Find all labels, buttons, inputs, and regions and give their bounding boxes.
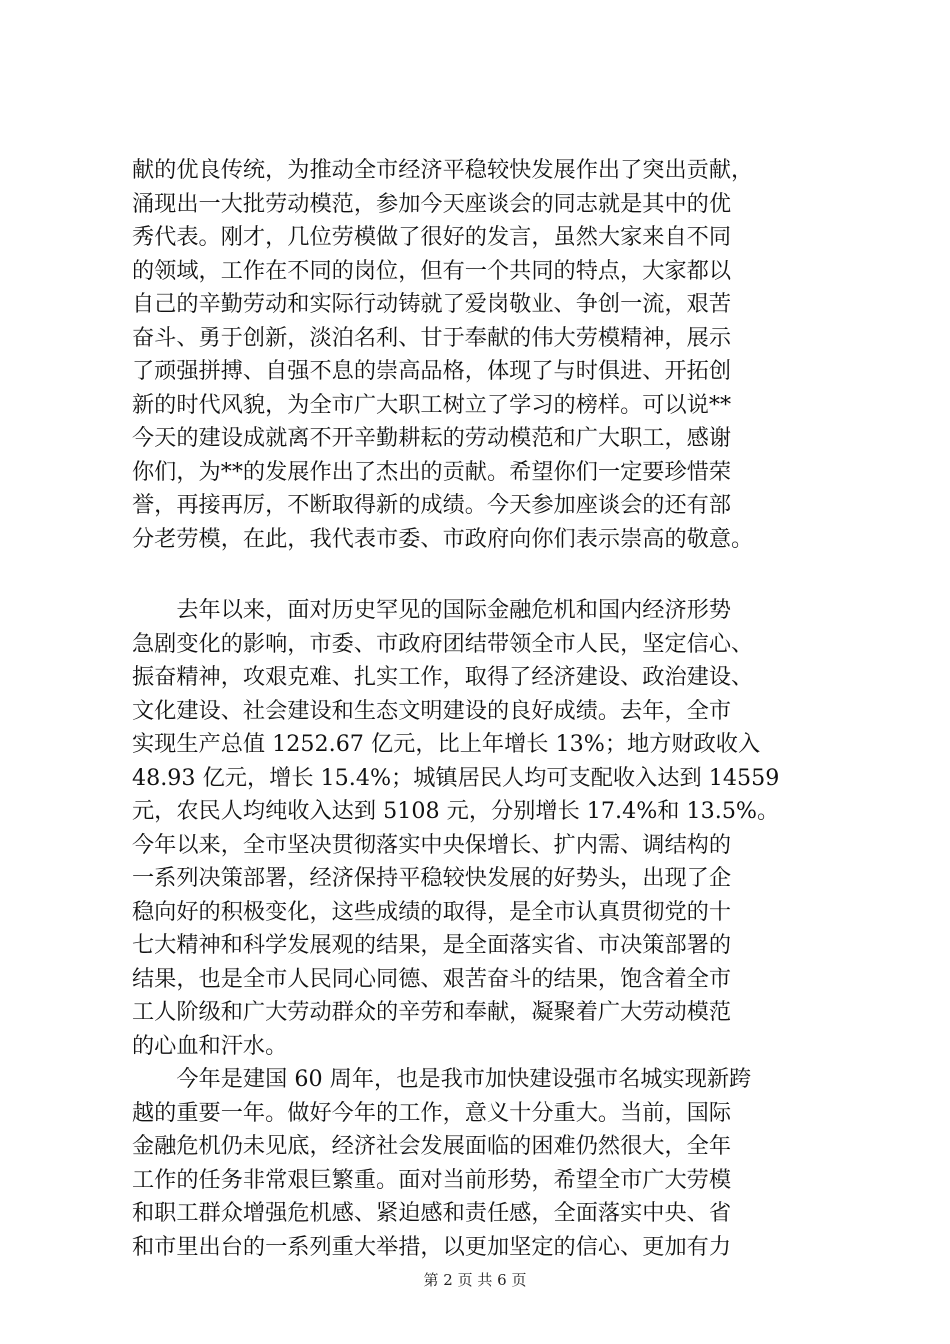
text-line: 誉，再接再厉，不断取得新的成绩。今天参加座谈会的还有部 bbox=[132, 492, 732, 518]
paragraph-3 bbox=[132, 1063, 832, 1264]
text-line: 一系列决策部署，经济保持平稳较快发展的好势头，出现了企 bbox=[132, 865, 732, 891]
text-line: 自己的辛勤劳动和实际行动铸就了爱岗敬业、争创一流，艰苦 bbox=[132, 291, 732, 317]
text-line: 和职工群众增强危机感、紧迫感和责任感，全面落实中央、省 bbox=[132, 1200, 732, 1226]
text-line: 秀代表。刚才，几位劳模做了很好的发言，虽然大家来自不同 bbox=[132, 224, 732, 250]
text-line: 48.93 亿元，增长 15.4%；城镇居民人均可支配收入达到 14559 bbox=[132, 764, 780, 791]
text-line: 七大精神和科学发展观的结果，是全面落实省、市决策部署的 bbox=[132, 932, 732, 958]
text-line: 结果，也是全市人民同心同德、艰苦奋斗的结果，饱含着全市 bbox=[132, 965, 732, 992]
paragraph-2 bbox=[132, 594, 832, 1063]
text-line: 和市里出台的一系列重大举措，以更加坚定的信心、更加有力 bbox=[132, 1233, 732, 1260]
text-line: 越的重要一年。做好今年的工作，意义十分重大。当前，国际 bbox=[132, 1099, 732, 1126]
text-line: 今年是建国 60 周年，也是我市加快建设强市名城实现新跨 bbox=[132, 1066, 752, 1092]
text-line: 金融危机仍未见底，经济社会发展面临的困难仍然很大，全年 bbox=[132, 1133, 732, 1159]
text-line: 工人阶级和广大劳动群众的辛劳和奉献，凝聚着广大劳动模范 bbox=[132, 999, 732, 1025]
text-line: 的领域，工作在不同的岗位，但有一个共同的特点，大家都以 bbox=[132, 257, 732, 284]
text-line: 振奋精神，攻艰克难、扎实工作，取得了经济建设、政治建设、 bbox=[132, 664, 754, 690]
text-line: 文化建设、社会建设和生态文明建设的良好成绩。去年，全市 bbox=[132, 697, 732, 724]
text-line: 了顽强拼搏、自强不息的崇高品格，体现了与时俱进、开拓创 bbox=[132, 358, 732, 384]
text-line: 今天的建设成就离不开辛勤耕耘的劳动模范和广大职工，感谢 bbox=[132, 425, 732, 451]
text-line: 去年以来，面对历史罕见的国际金融危机和国内经济形势 bbox=[132, 597, 732, 623]
text-line: 你们，为**的发展作出了杰出的贡献。希望你们一定要珍惜荣 bbox=[132, 458, 732, 485]
paragraph-1 bbox=[132, 154, 832, 556]
text-line: 新的时代风貌，为全市广大职工树立了学习的榜样。可以说** bbox=[132, 391, 732, 418]
page-number-footer: 第 2 页 共 6 页 bbox=[423, 1271, 527, 1289]
text-line: 涌现出一大批劳动模范，参加今天座谈会的同志就是其中的优 bbox=[132, 190, 732, 217]
text-line: 奋斗、勇于创新，淡泊名利、甘于奉献的伟大劳模精神，展示 bbox=[132, 324, 732, 351]
text-line: 今年以来，全市坚决贯彻落实中央保增长、扩内需、调结构的 bbox=[132, 831, 732, 858]
paragraph-gap bbox=[132, 556, 832, 594]
text-line: 稳向好的积极变化，这些成绩的取得，是全市认真贯彻党的十 bbox=[132, 898, 732, 925]
text-line: 工作的任务非常艰巨繁重。面对当前形势，希望全市广大劳模 bbox=[132, 1166, 732, 1193]
text-line: 实现生产总值 1252.67 亿元，比上年增长 13%；地方财政收入 bbox=[132, 731, 761, 757]
text-line: 元，农民人均纯收入达到 5108 元，分别增长 17.4%和 13.5%。 bbox=[132, 798, 780, 824]
document-body bbox=[132, 154, 832, 1264]
text-line: 的心血和汗水。 bbox=[132, 1032, 288, 1059]
text-line: 分老劳模，在此，我代表市委、市政府向你们表示崇高的敬意。 bbox=[132, 525, 754, 552]
text-line: 献的优良传统，为推动全市经济平稳较快发展作出了突出贡献， bbox=[132, 157, 754, 183]
text-line: 急剧变化的影响，市委、市政府团结带领全市人民，坚定信心、 bbox=[132, 630, 754, 657]
